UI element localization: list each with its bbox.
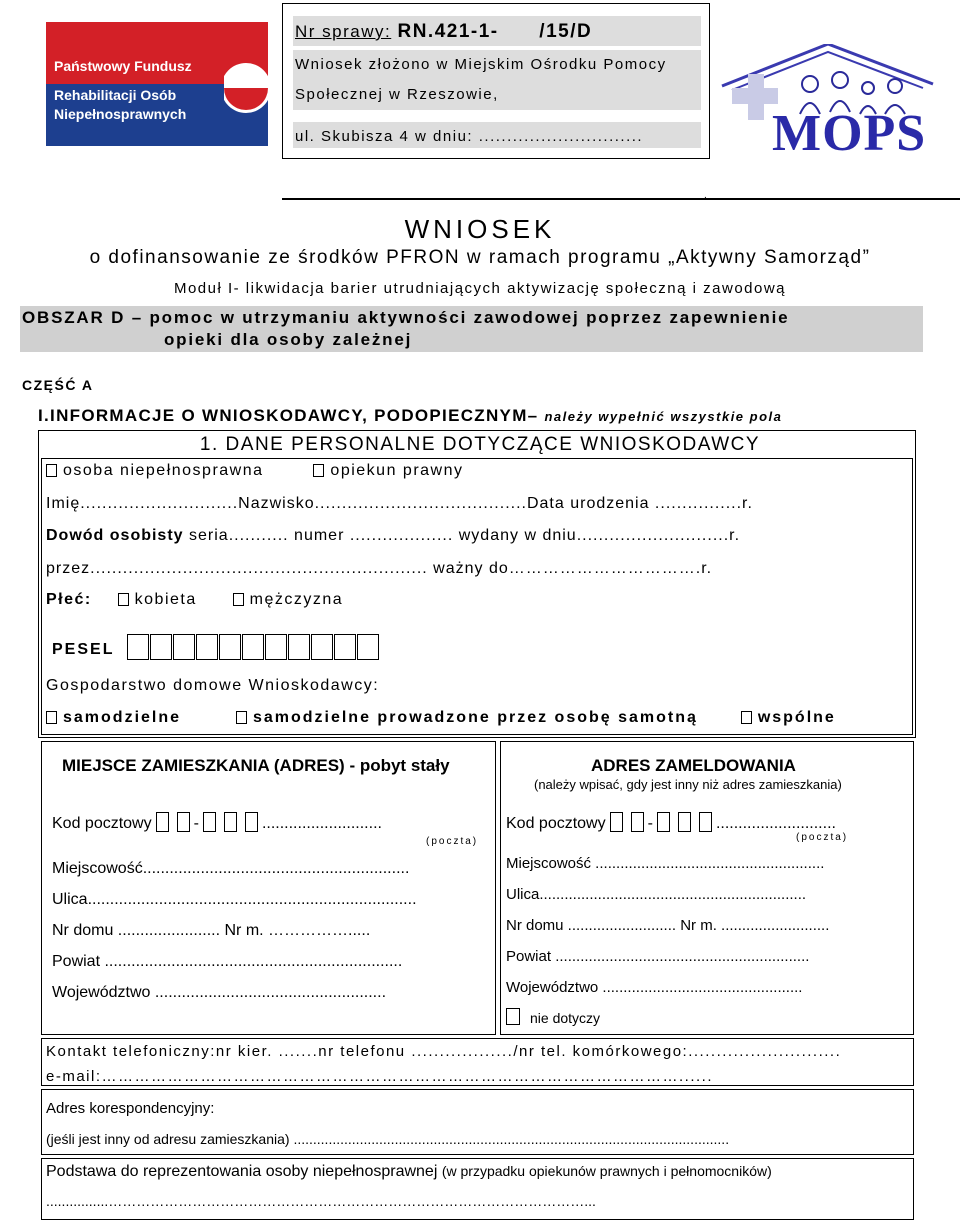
registration-city[interactable]: Miejscowość .......................................................	[506, 855, 825, 872]
pesel-digit[interactable]	[288, 634, 310, 660]
postal-digit[interactable]	[156, 812, 169, 832]
postal-digit[interactable]	[245, 812, 258, 832]
document-title: WNIOSEK	[404, 214, 556, 244]
obszar-line-2: opieki dla osoby zależnej	[164, 330, 413, 349]
registration-poczta: (poczta)	[796, 832, 849, 843]
residence-district[interactable]: Powiat ...................................................................	[52, 953, 403, 970]
pesel-digit[interactable]	[334, 634, 356, 660]
not-applicable-checkbox[interactable]	[506, 1008, 520, 1025]
correspondence-label: Adres korespondencyjny:	[46, 1100, 215, 1117]
pesel-digit[interactable]	[265, 634, 287, 660]
document-subtitle: o dofinansowanie ze środków PFRON w ramach programu „Aktywny Samorząd”	[89, 247, 871, 268]
household-shared-checkbox[interactable]	[741, 711, 752, 724]
obszar-line-1: OBSZAR D – pomoc w utrzymaniu aktywności zawodowej poprzez zapewnienie	[22, 308, 790, 327]
applicant-type-row	[46, 462, 464, 480]
postal-digit[interactable]	[678, 812, 691, 832]
personal-data-heading: 1. DANE PERSONALNE DOTYCZĄCE WNIOSKODAWCY	[199, 434, 761, 455]
male-checkbox[interactable]	[233, 593, 244, 606]
postal-digit[interactable]	[177, 812, 190, 832]
pfron-emblem-icon	[224, 60, 274, 118]
pesel-digit[interactable]	[150, 634, 172, 660]
submitted-address: ul. Skubisza 4 w dniu: .............................	[295, 128, 644, 145]
phone-row[interactable]: Kontakt telefoniczny:nr kier. .......nr telefonu ................../nr tel. komórkowego:...........................	[46, 1043, 842, 1060]
pfron-logo	[46, 22, 268, 146]
registration-street[interactable]: Ulica................................................................	[506, 886, 807, 903]
residence-postal-dots[interactable]: ...........................	[261, 815, 382, 832]
residence-street[interactable]: Ulica..........................................................................	[52, 891, 417, 908]
representation-field[interactable]: ................…………………………………………………………………………………………...	[46, 1193, 596, 1209]
obszar-banner	[20, 306, 923, 352]
mops-logo	[720, 44, 935, 162]
residence-heading: MIEJSCE ZAMIESZKANIA (ADRES) - pobyt stały	[62, 756, 450, 775]
mops-logo-text: MOPS	[772, 105, 927, 162]
correspondence-field[interactable]: (jeśli jest inny od adresu zamieszkania) ................................................................................................................	[46, 1131, 730, 1147]
pesel-digit[interactable]	[127, 634, 149, 660]
female-label: kobieta	[134, 591, 197, 608]
household-single-label: samodzielne prowadzone przez osobę samotną	[252, 709, 698, 726]
postal-digit[interactable]	[203, 812, 216, 832]
case-info-box	[282, 3, 710, 159]
representation-row	[46, 1163, 772, 1181]
pesel-digit[interactable]	[196, 634, 218, 660]
header-divider	[282, 198, 960, 200]
pesel-digit[interactable]	[311, 634, 333, 660]
pesel-digit[interactable]	[219, 634, 241, 660]
registration-postal-label: Kod pocztowy	[506, 815, 606, 832]
issued-by-row[interactable]: przez.............................................................. ważny do…………………………….r.	[46, 560, 713, 577]
registration-voivodeship[interactable]: Województwo ................................................	[506, 979, 803, 996]
case-number-label: Nr sprawy:	[295, 22, 392, 41]
household-row	[46, 709, 836, 727]
postal-digit[interactable]	[631, 812, 644, 832]
submitted-line-1: Wniosek złożono w Miejskim Ośrodku Pomocy	[295, 56, 667, 73]
residence-postal-label: Kod pocztowy	[52, 815, 152, 832]
household-alone-checkbox[interactable]	[46, 711, 57, 724]
registration-postal-row	[506, 812, 836, 833]
postal-dash: -	[647, 815, 653, 832]
registration-postal-dots[interactable]: ...........................	[715, 815, 836, 832]
email-row[interactable]: e-mail:……………………………………………………………………………………………......	[46, 1068, 714, 1085]
postal-digit[interactable]	[699, 812, 712, 832]
id-fields[interactable]: seria........... numer ................... wydany w dniu............................r.	[189, 527, 741, 544]
postal-digit[interactable]	[657, 812, 670, 832]
sex-label: Płeć:	[46, 591, 92, 608]
household-alone-label: samodzielne	[63, 709, 182, 726]
male-label: mężczyzna	[249, 591, 344, 608]
postal-digit[interactable]	[610, 812, 623, 832]
residence-postal-row	[52, 812, 382, 833]
logo-subtitle: Rehabilitacji Osób Niepełnosprawnych	[54, 87, 187, 122]
id-label: Dowód osobisty	[46, 527, 184, 544]
submitted-line-2: Społecznej w Rzeszowie,	[295, 86, 499, 103]
part-label: CZĘŚĆ A	[22, 377, 94, 393]
sex-row	[46, 591, 343, 609]
registration-note: (należy wpisać, gdy jest inny niż adres zamieszkania)	[534, 777, 842, 792]
household-label: Gospodarstwo domowe Wnioskodawcy:	[46, 677, 380, 694]
case-number: RN.421-1- /15/D	[397, 21, 593, 42]
id-row	[46, 527, 740, 545]
representation-label: Podstawa do reprezentowania osoby niepełnosprawnej	[46, 1163, 438, 1180]
pesel-digit[interactable]	[357, 634, 379, 660]
section-heading	[38, 406, 782, 426]
representation-note: (w przypadku opiekunów prawnych i pełnomocników)	[441, 1163, 772, 1179]
household-shared-label: wspólne	[757, 709, 836, 726]
postal-digit[interactable]	[224, 812, 237, 832]
divider-dot: .	[704, 190, 707, 201]
disabled-checkbox[interactable]	[46, 464, 57, 477]
registration-house[interactable]: Nr domu .......................... Nr m. ..........................	[506, 917, 830, 934]
residence-house[interactable]: Nr domu ....................... Nr m. …………….....	[52, 922, 371, 939]
pesel-label: PESEL	[52, 641, 115, 658]
section-title: I.INFORMACJE O WNIOSKODAWCY, PODOPIECZNYM–	[38, 406, 539, 425]
guardian-checkbox[interactable]	[313, 464, 324, 477]
module-line: Moduł I- likwidacja barier utrudniających aktywizację społeczną i zawodową	[173, 280, 787, 297]
residence-city[interactable]: Miejscowość............................................................	[52, 860, 410, 877]
pesel-digit[interactable]	[173, 634, 195, 660]
registration-heading: ADRES ZAMELDOWANIA	[591, 756, 796, 775]
household-single-checkbox[interactable]	[236, 711, 247, 724]
guardian-label: opiekun prawny	[330, 462, 464, 479]
registration-district[interactable]: Powiat .............................................................	[506, 948, 810, 965]
section-note: należy wypełnić wszystkie pola	[544, 409, 783, 424]
disabled-label: osoba niepełnosprawna	[63, 462, 264, 479]
postal-dash: -	[193, 815, 199, 832]
logo-title: Państwowy Fundusz	[54, 58, 192, 74]
pesel-row	[52, 634, 380, 665]
female-checkbox[interactable]	[118, 593, 129, 606]
residence-voivodeship[interactable]: Województwo ....................................................	[52, 984, 387, 1001]
not-applicable-label: nie dotyczy	[530, 1010, 601, 1026]
not-applicable-row	[506, 1008, 600, 1026]
residence-poczta: (poczta)	[426, 836, 479, 847]
name-row[interactable]: Imię.............................Nazwisko.......................................Data urodzenia ................r.	[46, 495, 753, 512]
pesel-digit[interactable]	[242, 634, 264, 660]
